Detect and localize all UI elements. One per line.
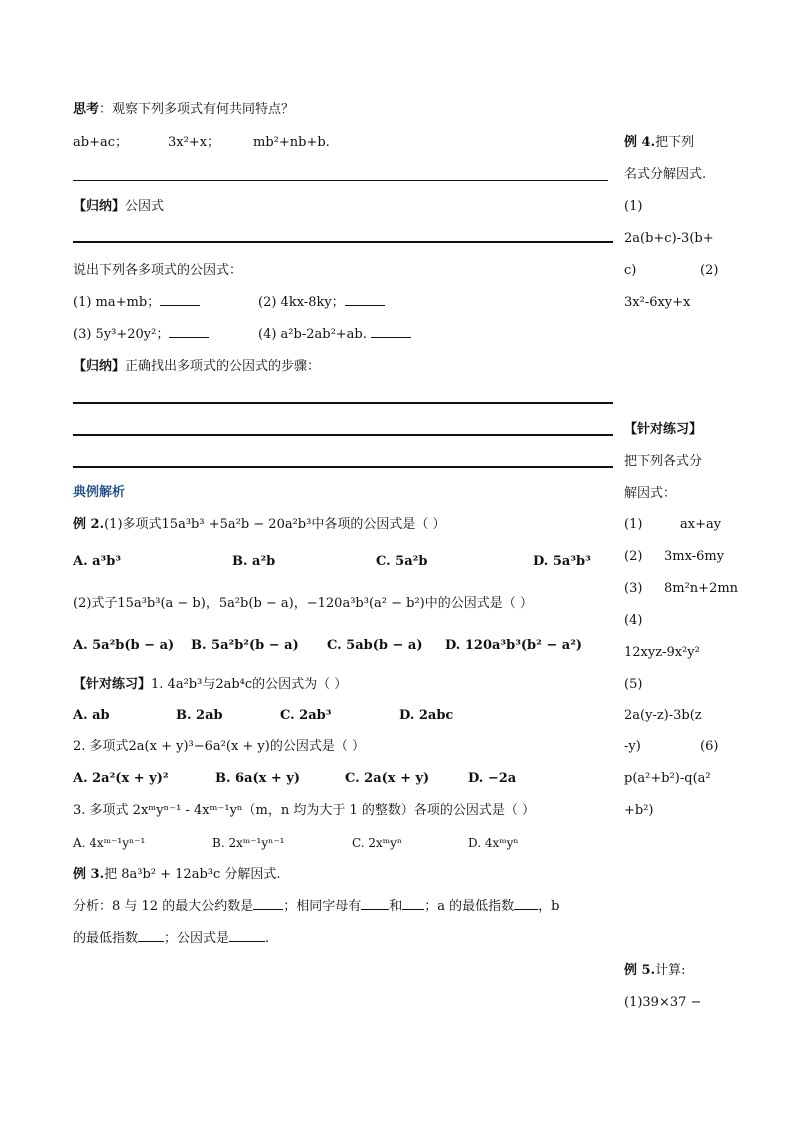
practice-q1-option-a: A. ab — [73, 708, 110, 723]
think-item-2: 3x²+x； — [168, 135, 221, 150]
say-q4: (4) a²b-2ab²+ab. — [258, 326, 411, 344]
induce-text: 正确找出多项式的公因式的步骤： — [125, 359, 321, 374]
ex3-analysis-line-1: 分析：8 与 12 的最大公约数是 ；相同字母有 和 ；a 的最低指数 ，b — [73, 899, 560, 914]
ex5-heading: 例 5.计算: — [624, 963, 686, 978]
ex2-q2-option-d: D. 120a³b³(b² − a²) — [445, 638, 583, 653]
right-practice-p6-num: (6) — [700, 739, 719, 754]
answer-line — [73, 402, 613, 404]
practice-q1-option-d: D. 2abc — [399, 708, 454, 723]
say-q3: (3) 5y³+20y²； — [73, 326, 209, 344]
ex2-q1-option-c: C. 5a²b — [376, 554, 428, 569]
ex2-q2-option-c: C. 5ab(b − a) — [327, 638, 423, 653]
ex4-heading: 例 4.把下列 — [624, 135, 695, 150]
practice-q2-option-a: A. 2a²(x + y)² — [73, 771, 169, 786]
right-practice-line-1: 把下列各式分 — [624, 454, 703, 469]
ex4-line-6: 3x²-6xy+x — [624, 295, 691, 310]
right-practice-p3-num: (3) — [624, 581, 643, 596]
ex2-q1: 例 2.(1)多项式15a³b³ +5a²b − 20a²b³中各项的公因式是（ ） — [73, 517, 446, 532]
right-practice-p6: p(a²+b²)-q(a² — [624, 771, 711, 786]
practice-q3-option-d: D. 4xᵐyⁿ — [468, 836, 519, 850]
induce-steps — [73, 358, 320, 376]
practice-q1: 【针对练习】1. 4a²b³与2ab⁴c的公因式为（ ） — [73, 677, 348, 692]
right-practice-p1: ax+ay — [680, 517, 722, 532]
practice-q1-option-b: B. 2ab — [176, 708, 223, 723]
say-title: 说出下列各多项式的公因式： — [73, 263, 243, 278]
answer-line — [73, 241, 613, 243]
ex2-q1-option-a: A. a³b³ — [73, 554, 122, 569]
ex5-line-2: (1)39×37 − — [624, 995, 702, 1010]
practice-q3: 3. 多项式 2xᵐyⁿ⁻¹ - 4xᵐ⁻¹yⁿ（m，n 均为大于 1 的整数）各项的公因式是（ ） — [73, 803, 536, 818]
practice-q3-option-c: C. 2xᵐyⁿ — [352, 836, 403, 850]
ex4-line-5a: c) — [624, 263, 637, 278]
right-practice-p5-cont: -y) — [624, 739, 641, 754]
right-practice-p2: 3mx-6my — [664, 549, 725, 564]
right-practice-p6-cont: +b²) — [624, 803, 654, 818]
ex3-question: 例 3.把 8a³b² + 12ab³c 分解因式. — [73, 867, 281, 882]
say-q2: (2) 4kx-8ky； — [258, 294, 385, 312]
right-practice-p1-num: (1) — [624, 517, 643, 532]
ex4-line-2: 名式分解因式. — [624, 167, 707, 182]
think-text: ：观察下列多项式有何共同特点？ — [99, 102, 295, 117]
say-q1: (1) ma+mb； — [73, 294, 200, 312]
think-item-3: mb²+nb+b. — [253, 135, 330, 150]
ex3-analysis-line-2: 的最低指数 ；公因式是 . — [73, 931, 270, 946]
think-line — [73, 101, 294, 119]
answer-line — [73, 466, 613, 468]
practice-q3-option-b: B. 2xᵐ⁻¹yⁿ⁻¹ — [212, 836, 285, 850]
right-practice-p2-num: (2) — [624, 549, 643, 564]
ex2-q1-option-d: D. 5a³b³ — [533, 554, 591, 569]
induce-text: 公因式 — [125, 199, 165, 214]
practice-q2-option-b: B. 6a(x + y) — [215, 771, 301, 786]
answer-line — [73, 434, 613, 436]
ex4-line-3: (1) — [624, 199, 643, 214]
ex2-q2: (2)式子15a³b³(a − b)，5a²b(b − a)，−120a³b³(a² − b²)中的公因式是（ ） — [73, 596, 533, 611]
practice-q3-option-a: A. 4xᵐ⁻¹yⁿ⁻¹ — [73, 836, 146, 850]
practice-q2-option-c: C. 2a(x + y) — [345, 771, 430, 786]
right-practice-p5-num: (5) — [624, 677, 643, 692]
induce-line — [73, 198, 164, 216]
think-prefix: 思考 — [73, 102, 100, 117]
ex4-line-5b: (2) — [700, 263, 719, 278]
right-practice-label: 【针对练习】 — [624, 422, 703, 437]
practice-q2: 2. 多项式2a(x + y)³−6a²(x + y)的公因式是（ ） — [73, 739, 365, 754]
right-practice-p4-num: (4) — [624, 613, 643, 628]
answer-line — [73, 180, 608, 181]
ex2-q2-option-a: A. 5a²b(b − a) — [73, 638, 175, 653]
ex4-line-4: 2a(b+c)-3(b+ — [624, 231, 714, 246]
right-practice-p5: 2a(y-z)-3b(z — [624, 708, 702, 723]
right-practice-line-2: 解因式： — [624, 486, 677, 501]
think-item-1: ab+ac； — [73, 135, 128, 150]
practice-q2-option-d: D. −2a — [468, 771, 517, 786]
ex2-q1-option-b: B. a²b — [232, 554, 276, 569]
right-practice-p3: 8m²n+2mn — [664, 581, 739, 596]
right-practice-p4: 12xyz-9x²y² — [624, 645, 700, 660]
practice-q1-option-c: C. 2ab³ — [280, 708, 332, 723]
induce-label: 【归纳】 — [73, 359, 126, 374]
induce-label: 【归纳】 — [73, 199, 126, 214]
ex2-q2-option-b: B. 5a²b²(b − a) — [191, 638, 299, 653]
section-heading: 典例解析 — [73, 485, 126, 500]
